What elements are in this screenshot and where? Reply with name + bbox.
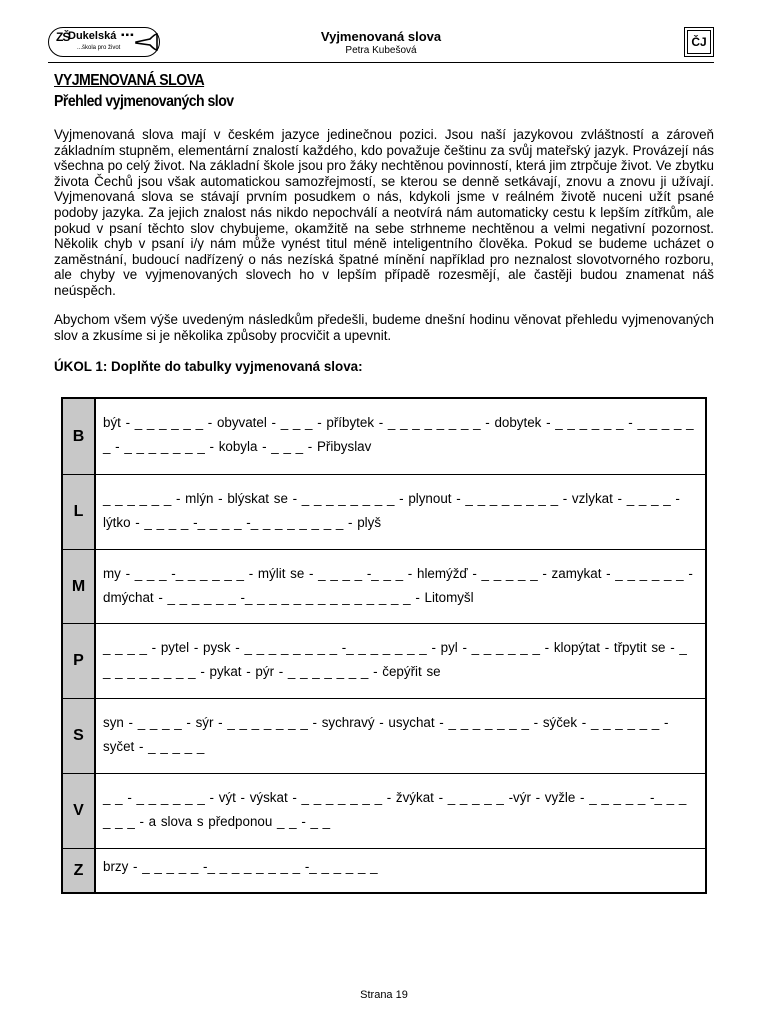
row-words[interactable]: být - _ _ _ _ _ _ - obyvatel - _ _ _ - příbytek - _ _ _ _ _ _ _ _ - dobytek - _ _ _ _ _ _ - _ _ _ _ _ _ - _ _ _ _ _ _ _ - kobyla - _ _ _ - Přibyslav — [103, 415, 694, 454]
table-row-l — [63, 475, 705, 550]
table-row-p — [63, 624, 705, 699]
row-letter: Z — [63, 849, 96, 892]
subject-badge-label: ČJ — [687, 30, 711, 54]
header-author: Petra Kubešová — [345, 45, 417, 56]
page-subheading: Přehled vyjmenovaných slov — [54, 93, 234, 110]
logo-slogan: ...škola pro život — [77, 45, 121, 51]
table-row-m — [63, 550, 705, 624]
logo-dots: ▪▪▪ — [121, 30, 135, 41]
row-letter: L — [63, 475, 96, 549]
row-letter: V — [63, 774, 96, 848]
row-letter: S — [63, 699, 96, 773]
header-divider — [48, 62, 714, 63]
row-letter: B — [63, 399, 96, 474]
subject-badge — [684, 27, 714, 57]
header-title: Vyjmenovaná slova — [320, 29, 442, 44]
row-letter: P — [63, 624, 96, 698]
task-heading: ÚKOL 1: Doplňte do tabulky vyjmenovaná slova: — [54, 359, 363, 374]
logo-school-name: Dukelská — [68, 30, 117, 42]
table-row-s — [63, 699, 705, 774]
words-table — [61, 397, 707, 894]
row-words[interactable]: _ _ _ _ _ _ - mlýn - blýskat se - _ _ _ _ _ _ _ _ - plynout - _ _ _ _ _ _ _ _ - vzlykat - _ _ _ _ - lýtko - _ _ _ _ -_ _ _ _ -_ _ _ _ _ _ _ _ - plyš — [103, 491, 680, 530]
logo-zs: ZŠ — [56, 30, 70, 44]
page-number: Strana 19 — [360, 989, 408, 1001]
table-row-b — [63, 399, 705, 475]
page-header — [48, 25, 714, 63]
row-words[interactable]: my - _ _ _ -_ _ _ _ _ _ - mýlit se - _ _ _ _ -_ _ _ - hlemýžď - _ _ _ _ _ - zamykat - _ _ _ _ _ _ - dmýchat - _ _ _ _ _ _ -_ _ _ _ _ _ _ _ _ _ _ _ _ _ - Litomyšl — [103, 566, 693, 605]
table-row-z — [63, 849, 705, 892]
row-words[interactable]: _ _ _ _ - pytel - pysk - _ _ _ _ _ _ _ _ -_ _ _ _ _ _ _ - pyl - _ _ _ _ _ _ - klopýtat - třpytit se - _ _ _ _ _ _ _ _ _ - pykat - pýr - _ _ _ _ _ _ _ - čepýřit se — [103, 640, 687, 679]
second-paragraph: Abychom všem výše uvedeným následkům předešli, budeme dnešní hodinu věnovat přehledu vyjmenovaných slov a zkusíme si je několika způsoby procvičit a upevnit. — [54, 312, 714, 343]
page-heading: VYJMENOVANÁ SLOVA — [54, 72, 205, 89]
row-words[interactable]: _ _ - _ _ _ _ _ _ - výt - výskat - _ _ _ _ _ _ _ - žvýkat - _ _ _ _ _ -výr - vyžle - _ _ _ _ _ -_ _ _ _ _ _ - a slova s předponou _ _ - _ _ — [103, 790, 687, 829]
row-letter: M — [63, 550, 96, 623]
row-words[interactable]: brzy - _ _ _ _ _ -_ _ _ _ _ _ _ _ -_ _ _ _ _ _ — [103, 859, 378, 874]
row-words[interactable]: syn - _ _ _ _ - sýr - _ _ _ _ _ _ _ - sychravý - usychat - _ _ _ _ _ _ _ - sýček - _ _ _ _ _ _ - syčet - _ _ _ _ _ — [103, 715, 669, 754]
table-row-v — [63, 774, 705, 849]
intro-paragraph: Vyjmenovaná slova mají v českém jazyce jedinečnou pozici. Jsou naší jazykovou zvláštností a zároveň základním stupněm, elementární znalostí každého, kdo považuje češtinu za svůj mateřský jazyk. Provázejí nás všechna po celý život. Na základní škole jsou pro žáky nechtěnou povinností, která jim ztrpčuje život. Ve zbytku života Čechů jsou však automatickou samozřejmostí, se kterou se denně setkávají, znovu a znovu ji užívají. Vyjmenovaná slova se stávají prvním posudkem o nás, kdykoli jsme v reálném životě nuceni užít psané podoby jazyka. Za jejich znalost nás nikdo nepochválí a neotvírá nám automaticky cestu k lepším zítřkům, ale pokud v psaní těchto slov chybujeme, okamžitě na sebe strhneme nechtěnou a velmi negativní pozornost. Několik chyb v psaní i/y nám může vynést titul méně inteligentního člověka. Pokud se budeme ucházet o zaměstnání, budoucí nadřízený o nás nezíská špatné mínění například pro neznalost slovotvorného rozboru, ale chyby ve vyjmenovaných slovech ho v lepším případě rozesmějí, ale častěji budou znamenat náš neúspěch. — [54, 127, 714, 298]
